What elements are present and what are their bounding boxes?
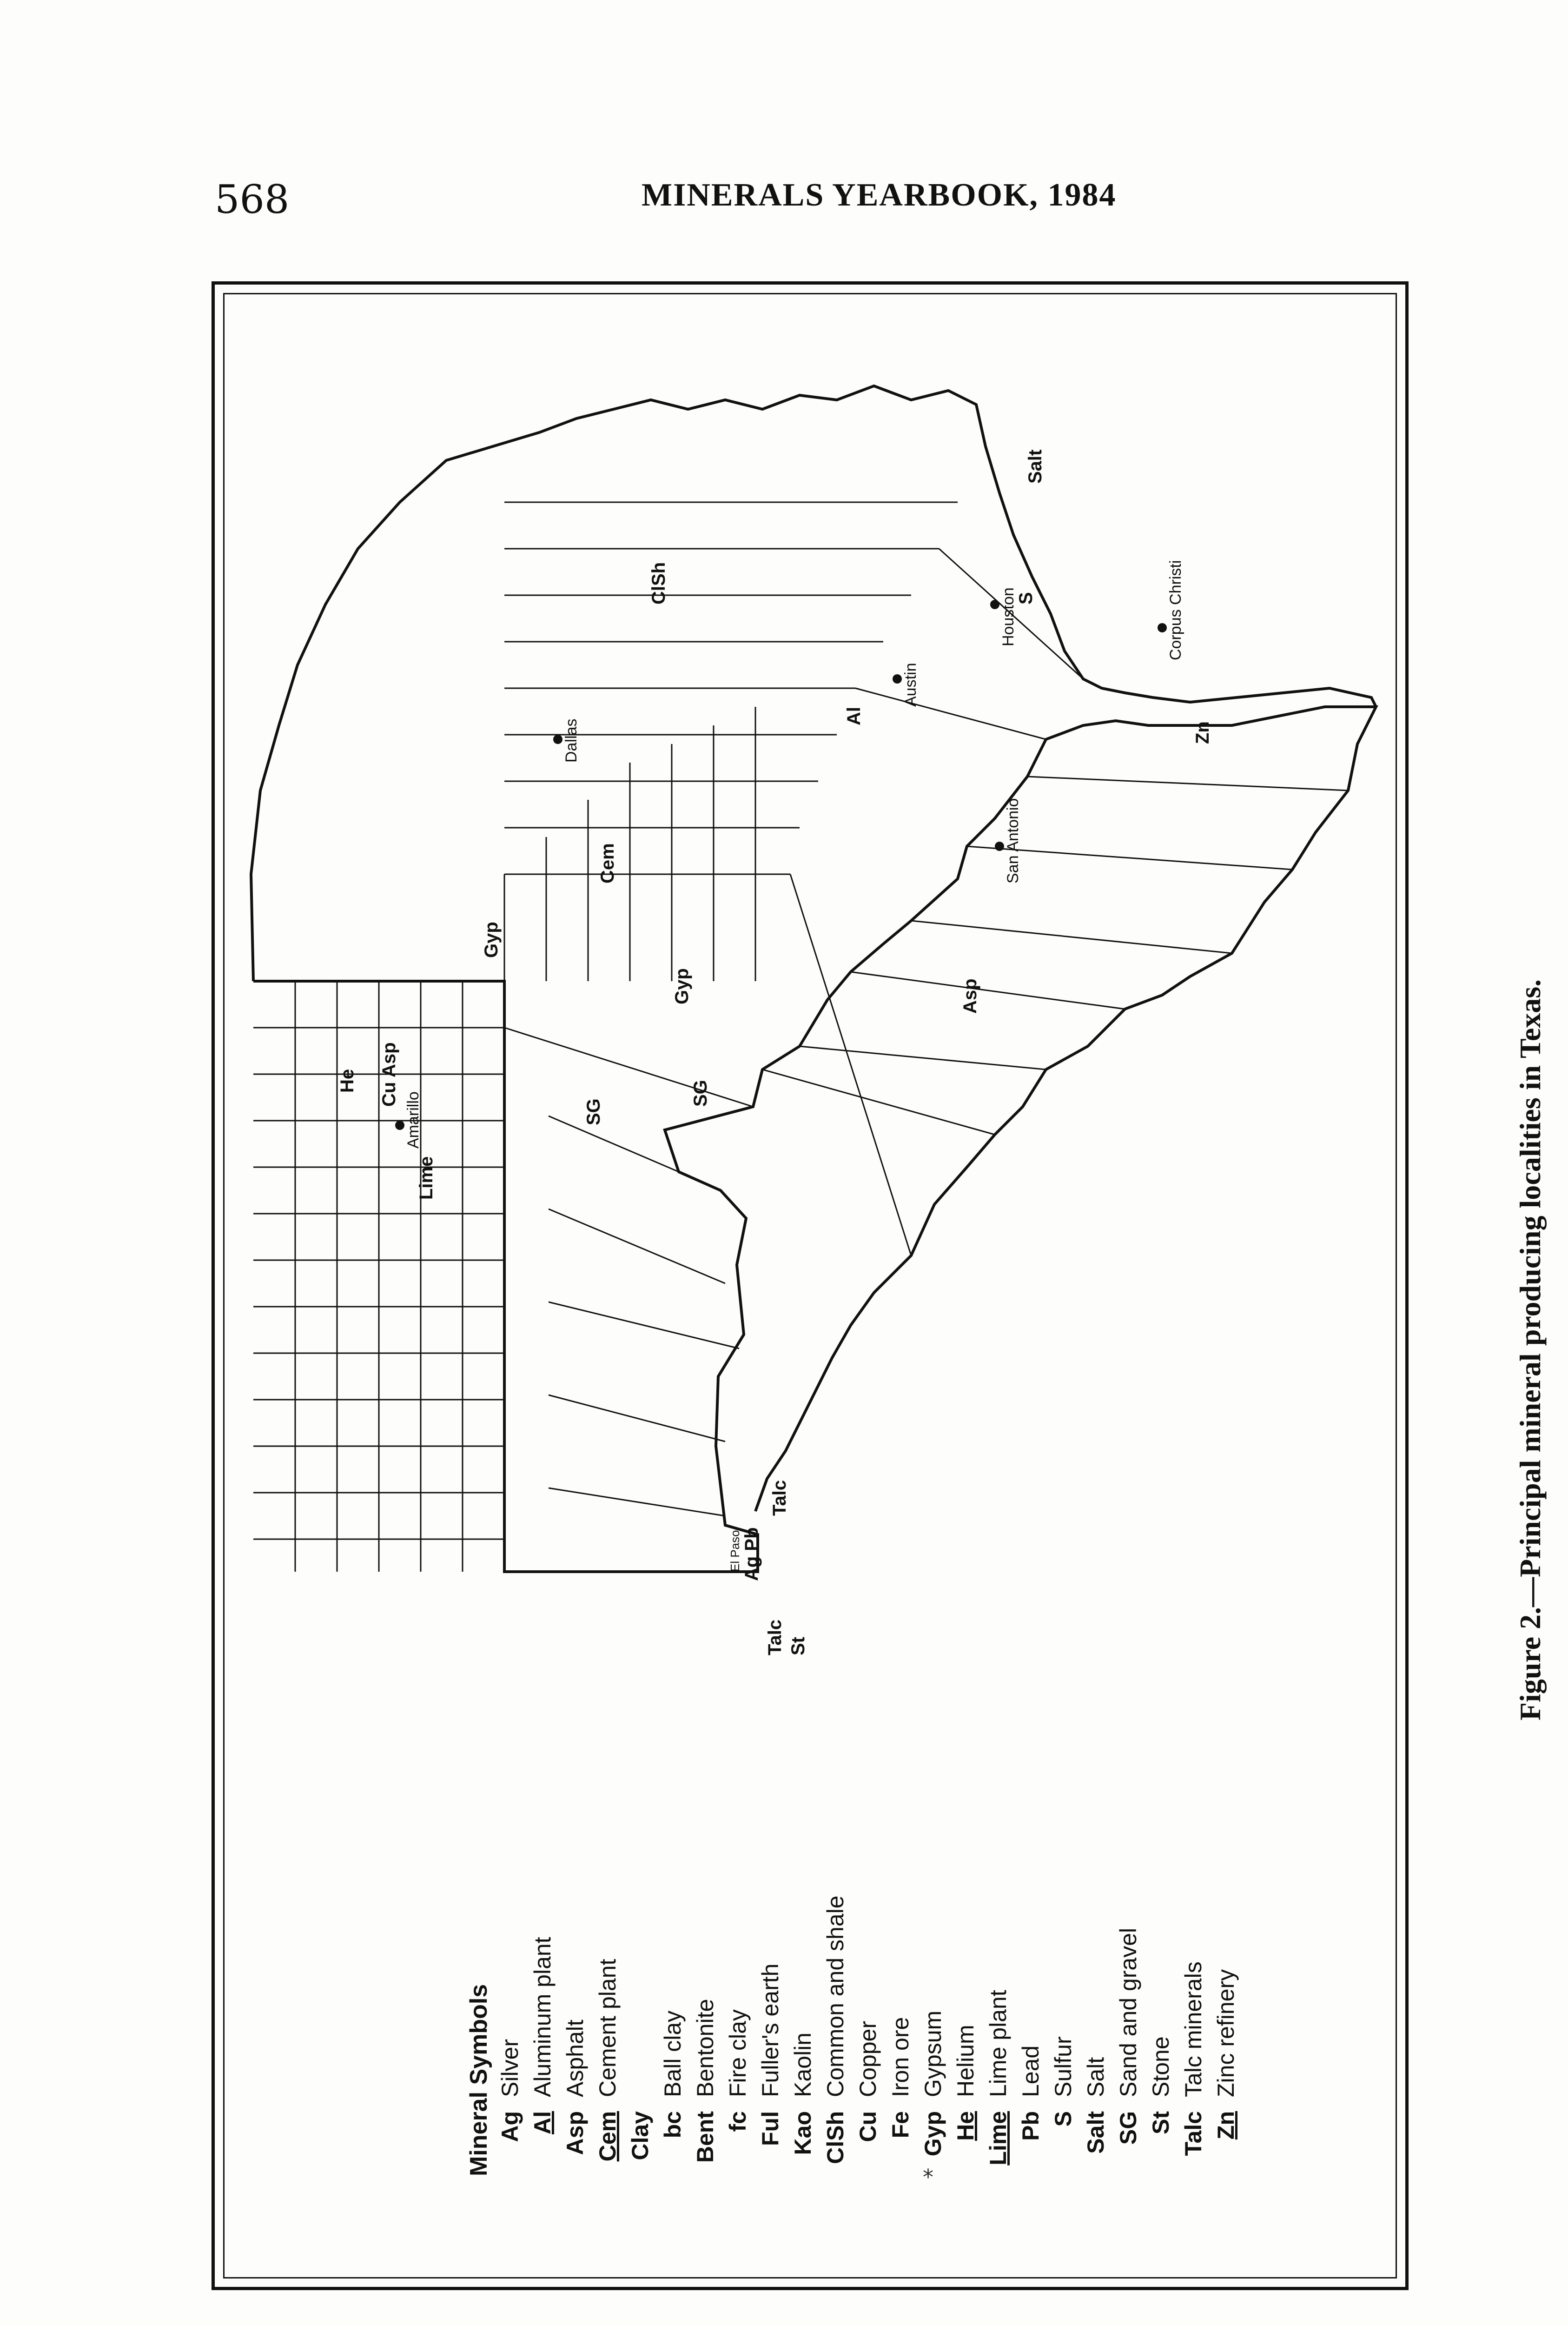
- map-label-st: St: [788, 1637, 808, 1655]
- legend-mineral-name: Zinc refinery: [1213, 1969, 1239, 2097]
- legend-mineral-name: Common and shale: [822, 1895, 848, 2097]
- map-label-lime: Lime: [416, 1156, 437, 1200]
- legend-symbol: Cem: [595, 2111, 621, 2162]
- legend-mineral-name: Lead: [1018, 2045, 1044, 2097]
- mineral-legend: [465, 1479, 1239, 2176]
- legend-row: [692, 1479, 724, 2176]
- legend-mineral-name: Fuller's earth: [757, 1963, 783, 2097]
- legend-symbol: He: [953, 2111, 979, 2141]
- legend-mineral-name: Bentonite: [692, 1999, 718, 2097]
- stray-mark: *: [923, 2165, 933, 2190]
- city-label-el-paso: El Paso: [728, 1530, 742, 1572]
- map-label-sg-1: SG: [583, 1098, 604, 1125]
- legend-mineral-name: Sand and gravel: [1115, 1927, 1141, 2097]
- map-label-al: Al: [844, 707, 864, 725]
- city-label-amarillo: Amarillo: [404, 1091, 422, 1149]
- map-label-ag-pb: Ag Pb: [741, 1527, 762, 1581]
- legend-symbol: S: [1050, 2111, 1076, 2127]
- legend-row: [789, 1479, 822, 2176]
- legend-row: [594, 1479, 627, 2176]
- legend-mineral-name: Talc minerals: [1180, 1961, 1206, 2097]
- legend-mineral-name: Iron ore: [887, 2017, 913, 2097]
- legend-row: [1082, 1479, 1115, 2176]
- map-label-he: He: [337, 1069, 357, 1093]
- legend-mineral-name: Fire clay: [725, 2009, 751, 2097]
- legend-row: [1017, 1479, 1050, 2176]
- legend-mineral-name: Helium: [953, 2025, 979, 2097]
- legend-symbol: Talc: [1180, 2111, 1206, 2156]
- page-number: 568: [215, 177, 290, 222]
- legend-symbol: Gyp: [920, 2111, 946, 2157]
- legend-symbol: bc: [660, 2111, 686, 2139]
- legend-row: [562, 1479, 594, 2176]
- legend-rows: [496, 1479, 1245, 2176]
- map-label-asp: Asp: [960, 978, 980, 1014]
- legend-row: [887, 1479, 920, 2176]
- legend-symbol: fc: [725, 2111, 751, 2132]
- legend-symbol: Bent: [692, 2111, 718, 2163]
- legend-mineral-name: Sulfur: [1050, 2036, 1076, 2097]
- legend-row: [854, 1479, 887, 2176]
- legend-row: [659, 1479, 692, 2176]
- map-label-cu-asp: Cu Asp: [379, 1042, 399, 1107]
- map-label-sg-2: SG: [690, 1080, 711, 1107]
- legend-symbol: SG: [1115, 2111, 1141, 2145]
- legend-row: [1147, 1479, 1180, 2176]
- legend-symbol: Fe: [887, 2111, 913, 2139]
- legend-mineral-name: Ball clay: [660, 2010, 686, 2097]
- legend-row: [1050, 1479, 1082, 2176]
- legend-symbol: Kao: [790, 2111, 816, 2155]
- legend-mineral-name: Kaolin: [790, 2033, 816, 2097]
- legend-mineral-name: Cement plant: [595, 1959, 621, 2097]
- legend-row: [529, 1479, 562, 2176]
- legend-row: [627, 1479, 659, 2176]
- map-label-clsh: ClSh: [648, 562, 669, 604]
- legend-row: [1115, 1479, 1147, 2176]
- legend-symbol: Pb: [1018, 2111, 1044, 2141]
- legend-symbol: Cu: [855, 2111, 881, 2142]
- legend-symbol: Salt: [1083, 2111, 1109, 2154]
- legend-row: [757, 1479, 789, 2176]
- city-label-san-antonio: San Antonio: [1004, 798, 1022, 884]
- city-label-austin: Austin: [902, 663, 920, 707]
- legend-symbol: Ag: [497, 2111, 523, 2142]
- map-label-talc-1: Talc: [769, 1480, 790, 1516]
- legend-symbol: ClSh: [822, 2111, 848, 2164]
- map-label-cem-1: Cem: [597, 843, 618, 884]
- legend-row: [1212, 1479, 1245, 2176]
- legend-symbol: St: [1148, 2111, 1174, 2134]
- legend-mineral-name: Gypsum: [920, 2010, 946, 2097]
- city-label-houston: Houston: [999, 587, 1017, 646]
- legend-symbol: Lime: [985, 2111, 1011, 2166]
- running-head: MINERALS YEARBOOK, 1984: [642, 177, 1117, 213]
- figure-caption: Figure 2.—Principal mineral producing localities in Texas.: [1514, 979, 1547, 1720]
- legend-mineral-name: Aluminum plant: [529, 1937, 556, 2097]
- east-border: [251, 386, 1376, 981]
- legend-mineral-name: Salt: [1083, 2057, 1109, 2097]
- legend-row: [1180, 1479, 1212, 2176]
- legend-mineral-name: Copper: [855, 2021, 881, 2097]
- map-label-salt: Salt: [1025, 449, 1045, 484]
- legend-symbol: Clay: [627, 2111, 653, 2160]
- legend-title: Mineral Symbols: [465, 1984, 492, 2176]
- map-label-talc-2: Talc: [765, 1619, 785, 1655]
- legend-mineral-name: Lime plant: [985, 1990, 1011, 2097]
- map-label-gyp-1: Gyp: [481, 922, 502, 958]
- legend-mineral-name: Asphalt: [562, 2019, 588, 2097]
- legend-mineral-name: Stone: [1148, 2036, 1174, 2097]
- legend-symbol: Zn: [1213, 2111, 1239, 2140]
- map-label-gyp-2: Gyp: [672, 968, 692, 1004]
- legend-symbol: Al: [529, 2111, 556, 2134]
- map-label-zn: Zn: [1192, 721, 1213, 744]
- city-label-corpus-christi: Corpus Christi: [1167, 560, 1184, 660]
- legend-row: [822, 1479, 854, 2176]
- legend-symbol: Asp: [562, 2111, 588, 2155]
- map-label-s: S: [1016, 592, 1036, 604]
- legend-mineral-name: Silver: [497, 2039, 523, 2097]
- legend-row: [724, 1479, 757, 2176]
- legend-row: [985, 1479, 1017, 2176]
- legend-row: [952, 1479, 985, 2176]
- city-label-dallas: Dallas: [562, 718, 580, 763]
- legend-symbol: Ful: [757, 2111, 783, 2146]
- legend-row: [496, 1479, 529, 2176]
- legend-row: [920, 1479, 952, 2176]
